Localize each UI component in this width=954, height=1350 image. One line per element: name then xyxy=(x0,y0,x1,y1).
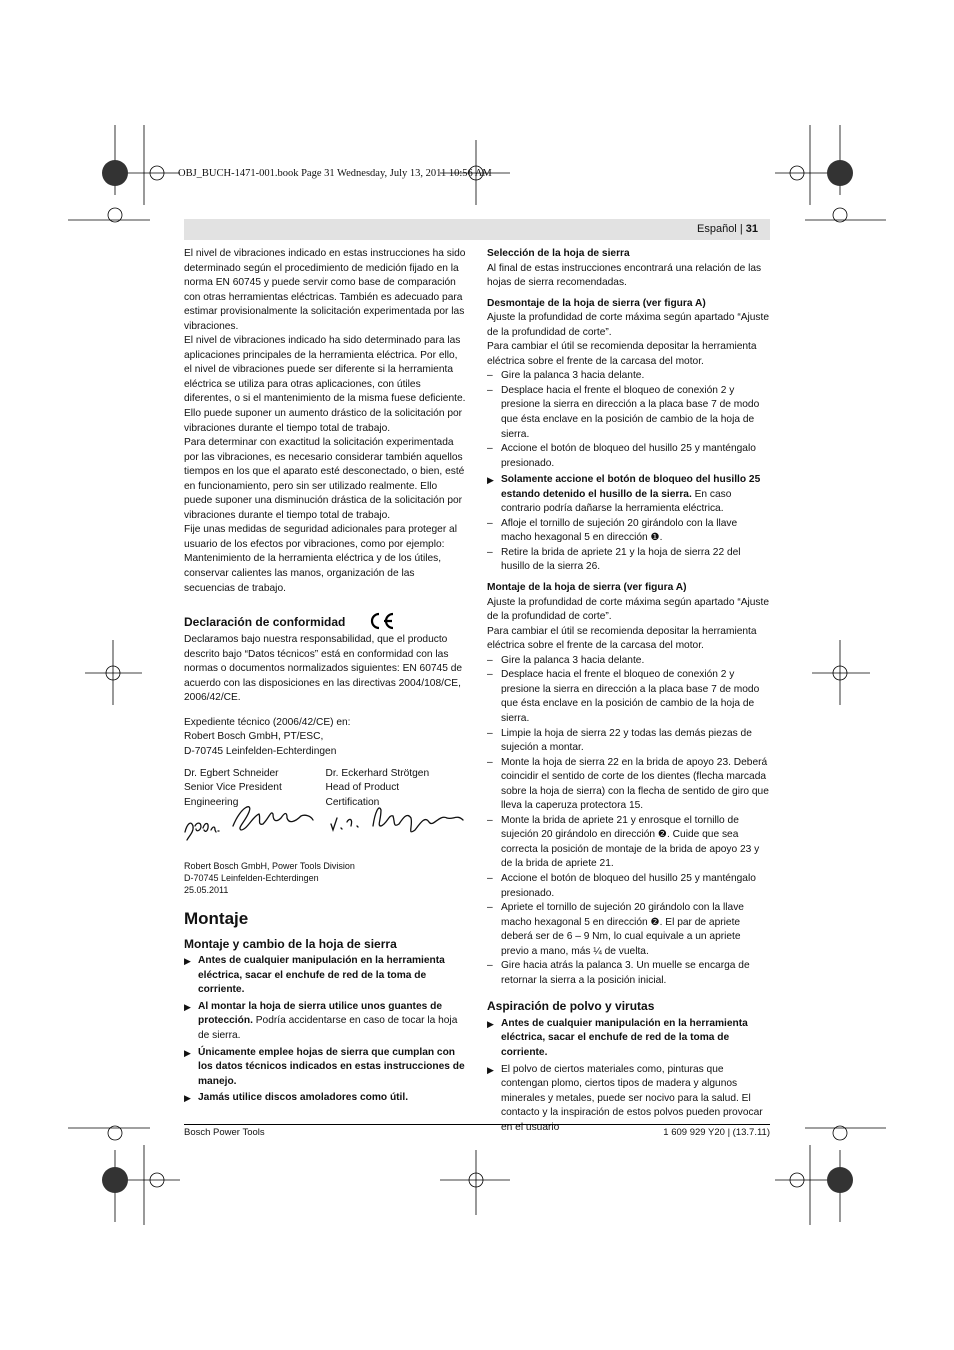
paragraph: El nivel de vibraciones indicado en estas instrucciones ha sido determinado según el procedimiento de medición fijado en la norma EN 60745 y puede servir como base de comparación con otras herramientas eléctricas. También es adecuado para estimar provisionalmente la solicitación experimentada por las vibraciones. xyxy=(184,248,466,332)
page-number: 31 xyxy=(745,223,758,235)
subsection-heading: Selección de la hoja de sierra xyxy=(487,248,630,259)
paragraph: Para cambiar el útil se recomienda depositar la herramienta eléctrica sobre el frente de la carcasa del motor. xyxy=(487,625,757,652)
triangle-bullet-icon: ▶ xyxy=(487,475,494,486)
signatory-line: Dr. Egbert Schneider xyxy=(184,767,279,779)
paragraph: Al final de estas instrucciones encontrará una relación de las hojas de sierra recomendadas. xyxy=(487,262,762,289)
step-item: – Afloje el tornillo de sujeción 20 girándolo con la llave macho hexagonal 5 en dirección ❶. xyxy=(487,517,770,546)
triangle-bullet-icon: ▶ xyxy=(487,1064,494,1075)
triangle-bullet-icon: ▶ xyxy=(487,1018,494,1029)
declaration-text: Declaramos bajo nuestra responsabilidad, que el producto descrito bajo “Datos técnicos” está en conformidad con las normas o documentos normalizados siguientes: EN 60745 de acuerdo con las disposiciones en las directivas 2004/108/CE, 2006/42/CE. xyxy=(184,634,463,704)
step-item: – Gire la palanca 3 hacia delante. xyxy=(487,654,770,669)
step-item: – Limpie la hoja de sierra 22 y todas las demás piezas de sujeción a montar. xyxy=(487,727,770,756)
step-item: – Desplace hacia el frente el bloqueo de conexión 2 y presione la sierra en dirección a la placa base 7 de modo que ésta enclave en la posición de cambio de la hoja de sierra. xyxy=(487,668,770,726)
footer-docnumber: 1 609 929 Y20 | (13.7.11) xyxy=(663,1127,770,1138)
print-slug: OBJ_BUCH-1471-001.book Page 31 Wednesday, July 13, 2011 10:56 AM xyxy=(178,168,492,179)
tech-file-line: Robert Bosch GmbH, PT/ESC, xyxy=(184,731,324,743)
ce-mark-icon xyxy=(367,612,395,630)
subsection-heading: Desmontaje de la hoja de sierra (ver figura A) xyxy=(487,297,706,309)
tech-file-line: Expediente técnico (2006/42/CE) en: xyxy=(184,716,351,728)
warning-item: ▶ Únicamente emplee hojas de sierra que cumplan con los datos técnicos indicados en estas instrucciones de manejo. xyxy=(184,1046,465,1087)
step-item: – Accione el botón de bloqueo del husillo 25 y manténgalo presionado. xyxy=(487,442,770,471)
subsection-heading: Aspiración de polvo y virutas xyxy=(487,999,655,1014)
company-line: D-70745 Leinfelden-Echterdingen xyxy=(184,873,319,884)
left-column xyxy=(184,247,467,1106)
paragraph: El nivel de vibraciones indicado ha sido determinado para las aplicaciones principales de la herramienta eléctrica. Por ello, el nivel de vibraciones puede ser diferente si la herramienta eléctrica se utiliza para otras aplicaciones, con útiles diferentes, o si el mantenimiento de la misma fuese deficiente. Ello puede suponer un aumento drástico de la solicitación por vibraciones durante el tiempo total de trabajo. xyxy=(184,335,466,434)
footer-rule xyxy=(184,1124,770,1125)
language-label: Español xyxy=(697,223,737,235)
company-line: Robert Bosch GmbH, Power Tools Division xyxy=(184,861,355,872)
subsection-heading: Montaje de la hoja de sierra (ver figura A) xyxy=(487,582,687,594)
step-item: – Apriete el tornillo de sujeción 20 girándolo con la llave macho hexagonal 5 en dirección ❷. El par de apriete deberá ser de 6 – 9 Nm, lo cual equivale a un apriete previo a mano, más ¼ de vuelta. xyxy=(487,901,770,959)
signatory-line: Head of Product xyxy=(325,782,400,794)
triangle-bullet-icon: ▶ xyxy=(184,1093,191,1104)
footer-brand: Bosch Power Tools xyxy=(184,1127,265,1138)
step-item: – Monte la hoja de sierra 22 en la brida de apoyo 23. Deberá coincidir el sentido de corte de los dientes (flecha marcada sobre la hoja de sierra) con la flecha de sentido de giro que lleva la caperuza protectora 15. xyxy=(487,756,770,814)
signatory-line: Engineering xyxy=(184,796,239,808)
warning-item: ▶ Antes de cualquier manipulación en la herramienta eléctrica, sacar el enchufe de red de la toma de corriente. xyxy=(184,955,445,996)
warning-item: ▶ Jamás utilice discos amoladores como útil. xyxy=(184,1091,467,1106)
paragraph: Para determinar con exactitud la solicitación experimentada por las vibraciones, es necesario considerar también aquellos tiempos en los que el aparato esté desconectado, o bien, esté en funcionamiento, pero sin ser utilizado realmente. Ello puede suponer una disminución drástica de la solicitación por vibraciones durante el tiempo total de trabajo. xyxy=(184,437,465,521)
paragraph: Para cambiar el útil se recomienda depositar la herramienta eléctrica sobre el frente de la carcasa del motor. xyxy=(487,341,757,367)
signatory-line: Dr. Eckerhard Strötgen xyxy=(325,767,430,779)
triangle-bullet-icon: ▶ xyxy=(184,1047,191,1058)
page-header xyxy=(184,219,770,240)
warning-item: ▶ Antes de cualquier manipulación en la herramienta eléctrica, sacar el enchufe de red de la toma de corriente. xyxy=(487,1017,748,1058)
step-item: – Accione el botón de bloqueo del husillo 25 y manténgalo presionado. xyxy=(487,872,770,901)
warning-item: ▶ El polvo de ciertos materiales como, pinturas que contengan plomo, ciertos tipos de madera y algunos minerales y metales, puede ser nocivo para la salud. El contacto y la inspiración de estos polvos pueden provocar en el usuario xyxy=(487,1063,763,1133)
triangle-bullet-icon: ▶ xyxy=(184,1001,191,1012)
section-heading: Declaración de conformidad xyxy=(184,612,467,630)
warning-item: ▶ Al montar la hoja de sierra utilice unos guantes de protección. Podría accidentarse en caso de tocar la hoja de sierra. xyxy=(184,1000,458,1041)
step-item: – Monte la brida de apriete 21 y enrosque el tornillo de sujeción 20 girándolo en dirección ❷. Cuide que sea correcta la posición de montaje de la brida de apoyo 23 y de la brida de apriete 21. xyxy=(487,814,770,872)
right-column xyxy=(487,247,770,1135)
signatory-line: Certification xyxy=(325,796,380,808)
warning-item: ▶ Solamente accione el botón de bloqueo del husillo 25 estando detenido el husillo de la sierra. En caso contrario podría dañarse la herramienta eléctrica. xyxy=(487,474,761,515)
paragraph: Fije unas medidas de seguridad adicionales para proteger al usuario de los efectos por vibraciones, como por ejemplo: Mantenimiento de la herramienta eléctrica y de los útiles, conservar calientes las manos, organización de las secuencias de trabajo. xyxy=(184,524,457,594)
signatory-line: Senior Vice President xyxy=(184,782,282,794)
signatures-image xyxy=(181,796,471,846)
step-item: – Gire hacia atrás la palanca 3. Un muelle se encarga de retornar la sierra a la posición inicial. xyxy=(487,959,770,988)
subsection-heading: Montaje y cambio de la hoja de sierra xyxy=(184,936,397,951)
paragraph: Ajuste la profundidad de corte máxima según apartado “Ajuste de la profundidad de corte”. xyxy=(487,312,770,338)
company-line: 25.05.2011 xyxy=(184,885,229,896)
triangle-bullet-icon: ▶ xyxy=(184,956,191,967)
step-item: – Desplace hacia el frente el bloqueo de conexión 2 y presione la sierra en dirección a la placa base 7 de modo que ésta enclave en la posición de cambio de la hoja de sierra. xyxy=(487,384,770,442)
paragraph: Ajuste la profundidad de corte máxima según apartado “Ajuste de la profundidad de corte”. xyxy=(487,596,770,623)
tech-file-line: D-70745 Leinfelden-Echterdingen xyxy=(184,745,337,757)
page-number-label: Español | 31 xyxy=(697,223,758,235)
step-item: – Retire la brida de apriete 21 y la hoja de sierra 22 del husillo de la sierra 26. xyxy=(487,546,770,575)
section-title: Montaje xyxy=(184,909,249,929)
step-item: – Gire la palanca 3 hacia delante. xyxy=(487,369,770,384)
